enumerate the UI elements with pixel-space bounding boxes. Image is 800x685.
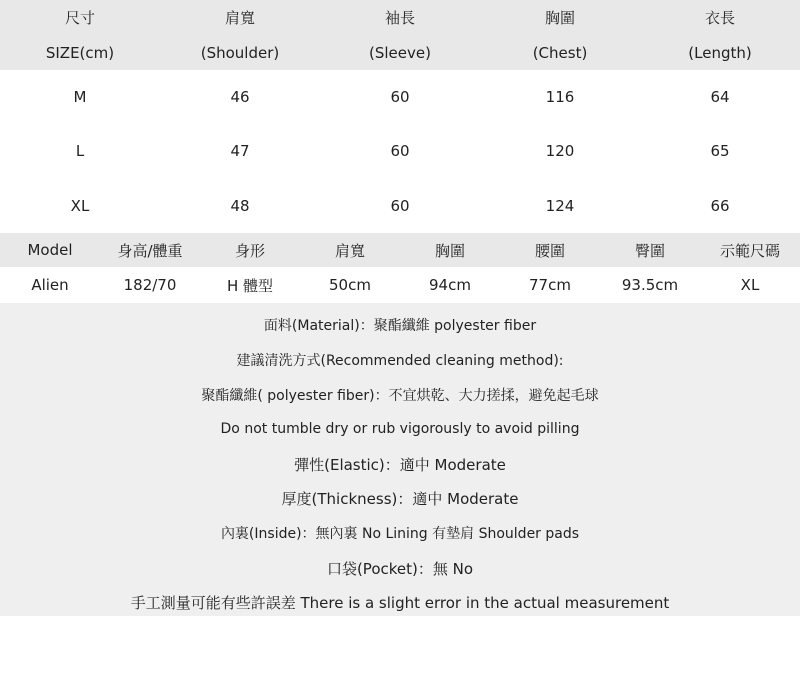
model-header-shoulder: 肩寬 [334, 241, 365, 260]
model-waist: 77cm [529, 276, 571, 294]
length-cell: 64 [710, 88, 730, 107]
size-table-header [0, 0, 800, 70]
model-header-size-worn: 示範尺碼 [719, 241, 780, 260]
shoulder-cell: 47 [230, 142, 250, 161]
pocket-note: 口袋(Pocket)：無 No [326, 559, 474, 578]
header-length-en: (Length) [688, 43, 752, 62]
measurement-error-note: 手工測量可能有些許誤差 There is a slight error in the actual measurement [130, 594, 670, 613]
model-header-chest: 胸圍 [434, 241, 465, 260]
model-row [0, 267, 800, 303]
shoulder-cell: 46 [230, 88, 250, 107]
model-name: Alien [31, 276, 69, 294]
product-notes [0, 303, 800, 616]
model-header-waist: 腰圍 [534, 241, 565, 260]
size-cell: L [75, 142, 85, 161]
header-length-zh: 衣長 [704, 9, 735, 27]
model-table-header [0, 233, 800, 267]
model-chest: 94cm [429, 276, 471, 294]
size-cell: XL [70, 196, 90, 215]
sleeve-cell: 60 [390, 196, 410, 215]
header-sleeve-en: (Sleeve) [369, 43, 431, 62]
chest-cell: 124 [545, 196, 575, 215]
header-sleeve-zh: 袖長 [384, 9, 415, 27]
table-row [0, 124, 800, 178]
table-row [0, 179, 800, 233]
model-hip: 93.5cm [621, 276, 679, 294]
model-body-shape: H 體型 [226, 276, 274, 295]
cleaning-zh-note: 聚酯纖維( polyester fiber)：不宜烘乾、大力搓揉，避免起毛球 [201, 387, 599, 404]
header-size-zh: 尺寸 [64, 9, 95, 27]
model-size-worn: XL [740, 276, 760, 294]
size-cell: M [73, 88, 87, 107]
length-cell: 66 [710, 196, 730, 215]
model-header-body-shape: 身形 [234, 241, 265, 260]
length-cell: 65 [710, 142, 730, 161]
table-row [0, 70, 800, 124]
sleeve-cell: 60 [390, 88, 410, 107]
size-header-zh-row [0, 0, 800, 35]
model-header-height-weight: 身高/體重 [117, 241, 183, 260]
inside-note: 內裏(Inside)：無內裏 No Lining 有墊肩 Shoulder pads [220, 526, 580, 543]
shoulder-cell: 48 [230, 196, 250, 215]
chest-cell: 116 [545, 88, 575, 107]
sleeve-cell: 60 [390, 142, 410, 161]
header-shoulder-en: (Shoulder) [200, 43, 280, 62]
size-header-en-row [0, 35, 800, 70]
size-table-body [0, 70, 800, 233]
model-height-weight: 182/70 [123, 276, 177, 294]
cleaning-en-note: Do not tumble dry or rub vigorously to avoid pilling [220, 421, 580, 438]
header-size-en: SIZE(cm) [45, 43, 115, 62]
cleaning-method-note: 建議清洗方式(Recommended cleaning method): [236, 353, 564, 370]
header-chest-en: (Chest) [532, 43, 588, 62]
header-shoulder-zh: 肩寬 [224, 9, 255, 27]
elastic-note: 彈性(Elastic)：適中 Moderate [294, 455, 506, 474]
thickness-note: 厚度(Thickness)：適中 Moderate [281, 490, 519, 509]
chest-cell: 120 [545, 142, 575, 161]
header-chest-zh: 胸圍 [544, 9, 575, 27]
model-header-model: Model [27, 241, 73, 259]
material-note: 面料(Material)：聚酯纖維 polyester fiber [263, 318, 537, 335]
model-header-hip: 臀圍 [634, 241, 665, 260]
model-shoulder: 50cm [329, 276, 371, 294]
